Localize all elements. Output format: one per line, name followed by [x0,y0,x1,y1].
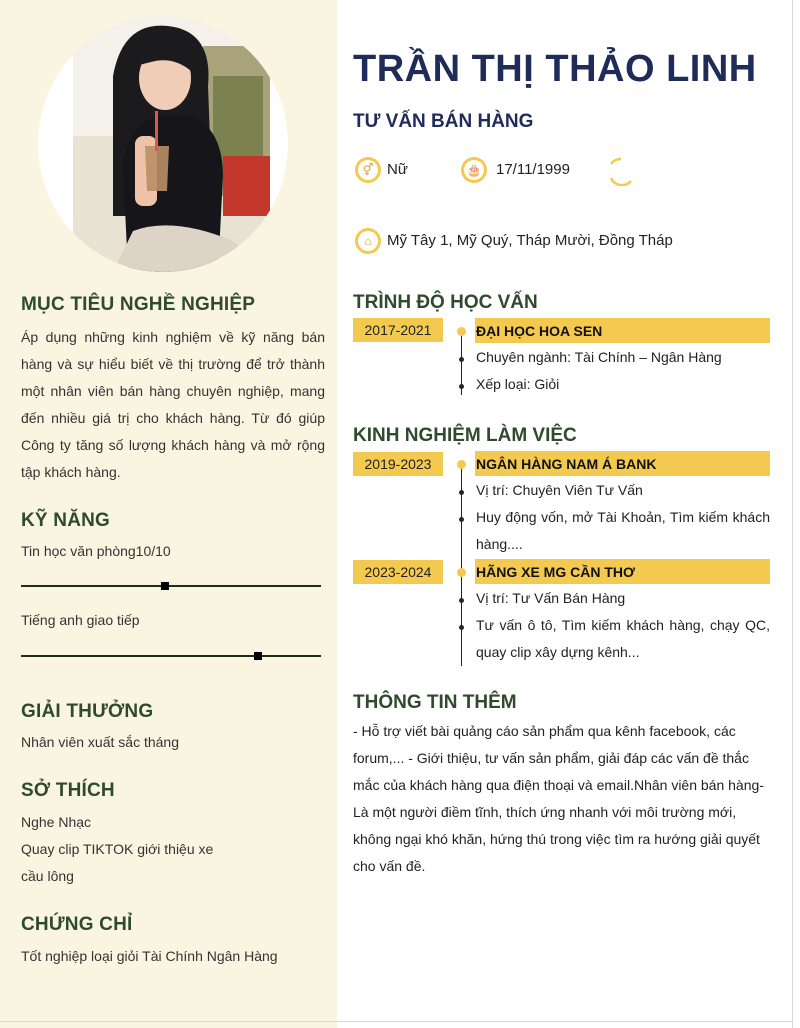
hobby-item: cầu lông [21,868,74,884]
more-info-text: - Hỗ trợ viết bài quảng cáo sản phẩm qua kênh facebook, các forum,... - Giới thiệu, tư vấn sản phẩm, giải đáp các vấn đề thắc mắc của khách hàng qua điện thoại và email.Nhân viên bán hàng- Là một người điềm tĩnh, thích ứng nhanh với môi trường mới, không ngại khó khăn, hứng thú trong việc tìm ra hướng giải quyết cho vấn đề. [353,723,764,874]
birthday-value: 17/11/1999 [496,161,570,178]
award-item: Nhân viên xuất sắc tháng [21,734,179,750]
skills-title: KỸ NĂNG [21,510,111,531]
timeline-dot [457,460,466,469]
skill-label: Tiếng anh giao tiếp [21,612,140,628]
hobbies-title: SỞ THÍCH [21,780,115,801]
skill-level-bar [21,585,321,587]
experience-title: KINH NGHIỆM LÀM VIỆC [353,425,577,446]
objective-text: Áp dụng những kinh nghiệm về kỹ năng bán hàng và sự hiểu biết về thị trường để trở thành một nhân viên bán hàng chuyên nghiệp, mang đến nhiều giá trị cho khách hàng. Từ đó giúp Công ty tăng số lượng khách hàng và mở rộng tập khách hàng. [21,329,325,480]
hobby-item: Nghe Nhạc [21,814,92,830]
company-name: HÃNG XE MG CẦN THƠ [475,559,770,584]
timeline-bullet [459,625,464,630]
timeline-dot [457,327,466,336]
address-value: Mỹ Tây 1, Mỹ Quý, Tháp Mười, Đồng Tháp [387,232,673,249]
hobby-item: Quay clip TIKTOK giới thiệu xe [21,841,214,857]
gender-icon: ⚥ [355,157,381,183]
birthday-cake-icon: 🎂 [461,157,487,183]
job-description: Tư vấn ô tô, Tìm kiếm khách hàng, chạy QC, quay clip xây dựng kênh... [476,617,770,660]
education-period: 2017-2021 [353,318,443,342]
job-description: Huy động vốn, mở Tài Khoản, Tìm kiếm khách hàng.... [476,509,770,552]
phone-icon-placeholder [607,156,635,186]
awards-title: GIẢI THƯỞNG [21,701,154,722]
more-info-title: THÔNG TIN THÊM [353,692,517,713]
certificates-title: CHỨNG CHỈ [21,914,133,935]
timeline-dot [457,568,466,577]
skill-label: Tin học văn phòng10/10 [21,543,171,559]
timeline-bullet [459,357,464,362]
school-name: ĐẠI HỌC HOA SEN [475,318,770,343]
page-bottom-border [0,1021,793,1022]
objective-title: MỤC TIÊU NGHỀ NGHIỆP [21,294,256,315]
candidate-name: TRẦN THỊ THẢO LINH [353,48,757,90]
skill-level-knob [254,652,262,660]
skill-level-knob [161,582,169,590]
gender-value: Nữ [387,161,408,178]
timeline-bullet [459,517,464,522]
education-detail: Xếp loại: Giỏi [476,376,560,392]
timeline-bullet [459,490,464,495]
skill-level-bar [21,655,321,657]
education-title: TRÌNH ĐỘ HỌC VẤN [353,292,538,313]
job-position: Vị trí: Chuyên Viên Tư Vấn [476,482,643,498]
job-period: 2019-2023 [353,452,443,476]
certificate-item: Tốt nghiệp loại giỏi Tài Chính Ngân Hàng [21,948,278,964]
timeline-bullet [459,384,464,389]
page-right-border [792,0,793,1028]
avatar [38,16,288,272]
profile-photo [73,16,270,272]
job-position: Vị trí: Tư Vấn Bán Hàng [476,590,626,606]
job-title: TƯ VẤN BÁN HÀNG [353,111,534,132]
timeline-bullet [459,598,464,603]
location-icon: ⌂ [355,228,381,254]
company-name: NGÂN HÀNG NAM Á BANK [475,451,770,476]
education-detail: Chuyên ngành: Tài Chính – Ngân Hàng [476,349,722,365]
job-period: 2023-2024 [353,560,443,584]
